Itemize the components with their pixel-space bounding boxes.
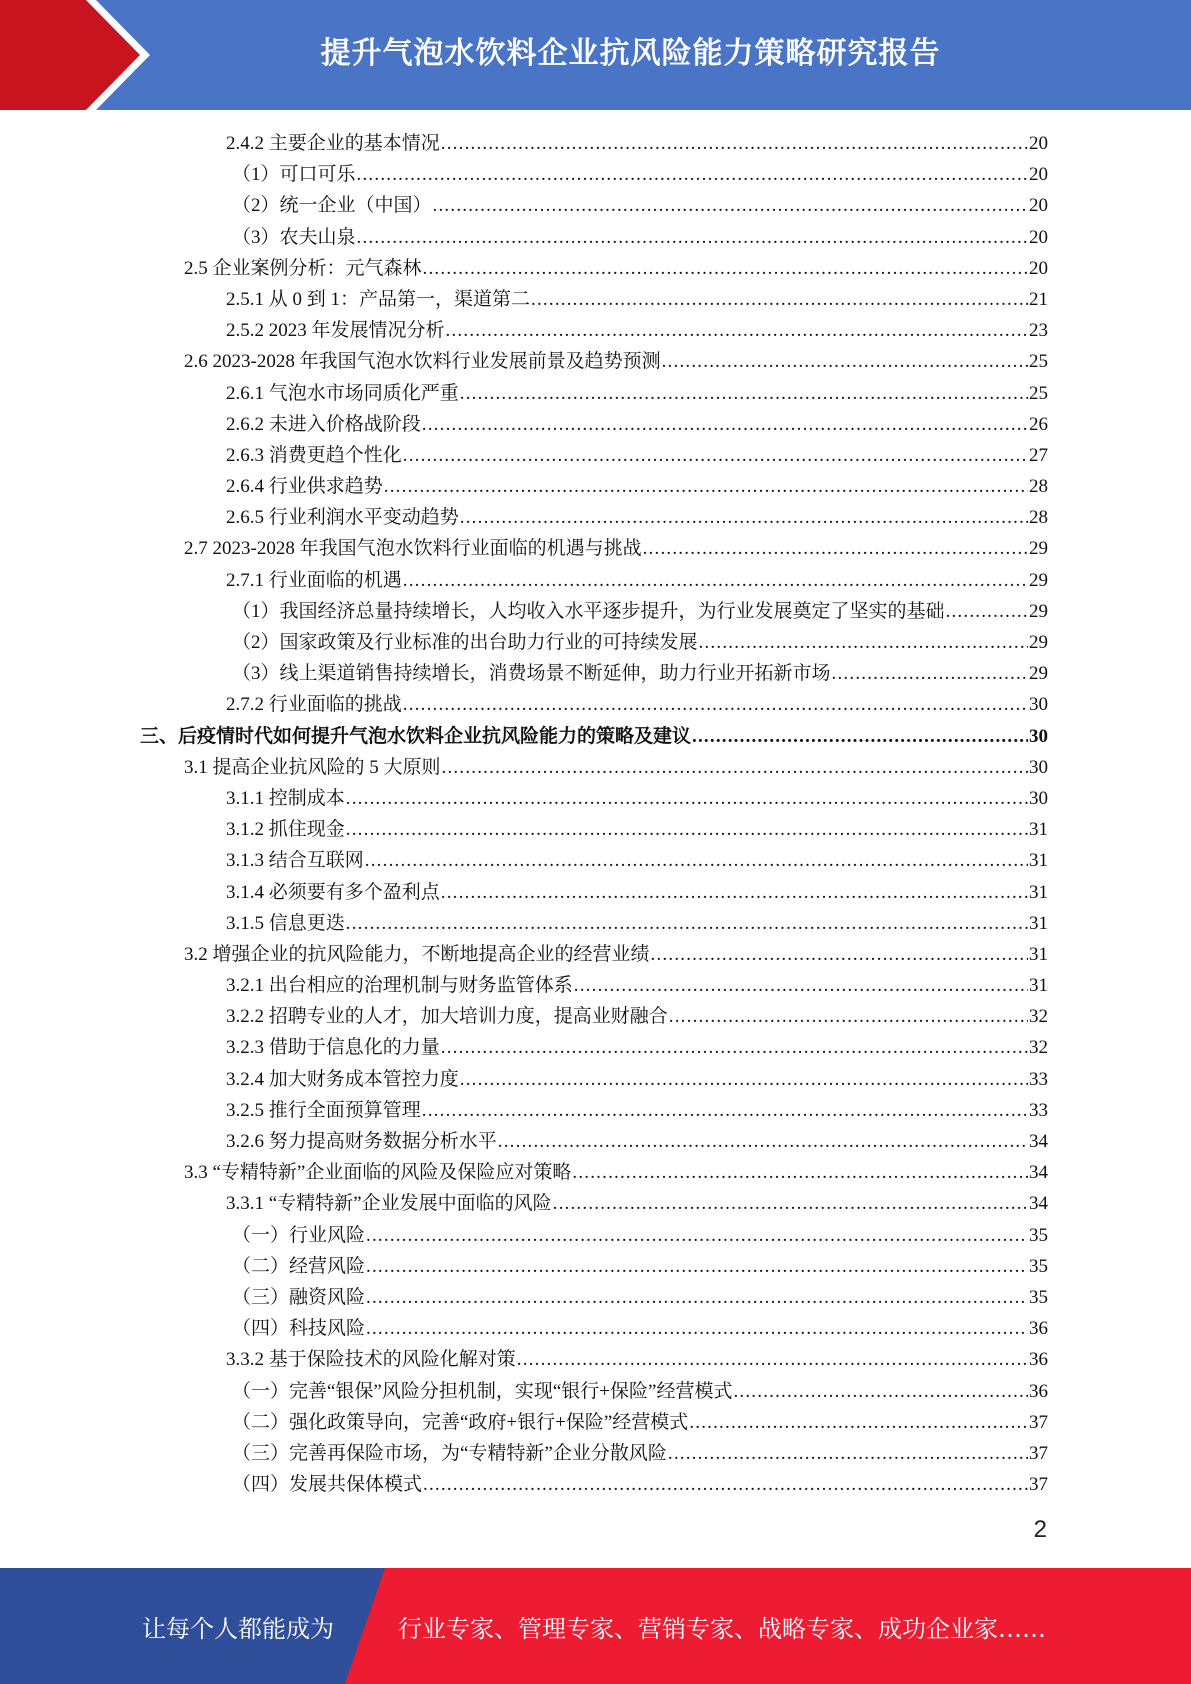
- toc-dot-leader: [423, 1469, 1028, 1500]
- toc-dot-leader: [733, 1376, 1028, 1407]
- toc-entry-title: 2.7.1 行业面临的机遇: [226, 569, 402, 591]
- toc-entry[interactable]: [140, 1313, 1048, 1344]
- toc-entry-title: 2.6.4 行业供求趋势: [226, 476, 383, 498]
- toc-entry[interactable]: [140, 752, 1048, 783]
- toc-entry[interactable]: [140, 1001, 1048, 1032]
- toc-entry-title: 3.1.1 控制成本: [226, 787, 345, 809]
- toc-dot-leader: [357, 222, 1028, 253]
- toc-entry[interactable]: [140, 1032, 1048, 1063]
- toc-entry[interactable]: [140, 721, 1048, 752]
- toc-dot-leader: [572, 1157, 1028, 1188]
- toc-entry-page: 30: [1029, 694, 1048, 716]
- toc-entry-title: 2.6.3 消费更趋个性化: [226, 444, 402, 466]
- toc-entry[interactable]: [140, 284, 1048, 315]
- toc-entry-page: 36: [1029, 1349, 1048, 1371]
- toc-dot-leader: [442, 752, 1028, 783]
- toc-entry[interactable]: [140, 315, 1048, 346]
- toc-entry-title: （四）发展共保体模式: [232, 1474, 423, 1496]
- toc-entry[interactable]: [140, 877, 1048, 908]
- toc-entry-page: 23: [1029, 320, 1048, 342]
- toc-entry-title: （三）完善再保险市场，为“专精特新”企业分散风险: [232, 1442, 667, 1464]
- footer-slogan-left: 让每个人都能成为: [142, 1614, 334, 1643]
- toc-entry-title: （1）我国经济总量持续增长，人均收入水平逐步提升，为行业发展奠定了坚实的基础: [232, 600, 945, 622]
- toc-entry-title: （2）统一企业（中国）: [232, 195, 432, 217]
- toc-dot-leader: [651, 939, 1028, 970]
- toc-entry[interactable]: [140, 1376, 1048, 1407]
- toc-entry[interactable]: [140, 1095, 1048, 1126]
- toc-entry-page: 37: [1029, 1411, 1048, 1433]
- toc-entry-page: 20: [1029, 133, 1048, 154]
- toc-entry[interactable]: [140, 471, 1048, 502]
- toc-entry-title: 3.3.1 “专精特新”企业发展中面临的风险: [226, 1193, 552, 1215]
- toc-entry[interactable]: [140, 845, 1048, 876]
- toc-entry-page: 33: [1029, 1099, 1048, 1121]
- toc-entry-page: 34: [1029, 1131, 1048, 1152]
- page-number: 2: [1033, 1516, 1047, 1543]
- toc-entry-page: 29: [1029, 632, 1048, 653]
- toc-entry-page: 31: [1029, 943, 1048, 965]
- toc-entry-page: 31: [1029, 912, 1048, 934]
- toc-entry-page: 20: [1029, 257, 1048, 279]
- toc-dot-leader: [357, 159, 1028, 190]
- toc-entry[interactable]: [140, 1469, 1048, 1500]
- toc-dot-leader: [643, 533, 1028, 564]
- toc-entry-page: 29: [1029, 600, 1048, 622]
- toc-entry-title: 2.5.2 2023 年发展情况分析: [226, 320, 445, 342]
- toc-entry-page: 31: [1029, 881, 1048, 903]
- toc-entry[interactable]: [140, 658, 1048, 689]
- toc-entry-title: （二）经营风险: [232, 1255, 366, 1277]
- toc-dot-leader: [422, 1095, 1028, 1126]
- toc-entry[interactable]: [140, 378, 1048, 409]
- toc-entry[interactable]: [140, 1064, 1048, 1095]
- toc-entry-title: 2.6.2 未进入价格战阶段: [226, 413, 421, 435]
- toc-entry[interactable]: [140, 1438, 1048, 1469]
- toc-entry[interactable]: [140, 596, 1048, 627]
- toc-entry-page: 28: [1029, 507, 1048, 529]
- toc-entry-page: 20: [1029, 164, 1048, 186]
- report-title: 提升气泡水饮料企业抗风险能力策略研究报告: [320, 36, 941, 71]
- toc-entry[interactable]: [140, 565, 1048, 596]
- toc-entry[interactable]: [140, 939, 1048, 970]
- toc-dot-leader: [365, 845, 1028, 876]
- toc-entry-title: （二）强化政策导向，完善“政府+银行+保险”经营模式: [232, 1411, 689, 1433]
- toc-entry-title: 3.1.3 结合互联网: [226, 850, 364, 872]
- toc-entry-title: （1）可口可乐: [232, 164, 356, 186]
- toc-entry-title: 3.2.2 招聘专业的人才，加大培训力度，提高业财融合: [226, 1006, 668, 1028]
- toc-dot-leader: [403, 689, 1028, 720]
- toc-entry-title: 3.1.5 信息更迭: [226, 912, 345, 934]
- toc-entry-title: 2.5 企业案例分析：元气森林: [184, 257, 422, 279]
- toc-dot-leader: [517, 1344, 1028, 1375]
- toc-entry-page: 28: [1029, 476, 1048, 498]
- toc-dot-leader: [366, 1313, 1028, 1344]
- chevron-arrow-icon: [0, 0, 160, 110]
- toc-dot-leader: [692, 721, 1028, 752]
- footer-slogan-right: 行业专家、管理专家、营销专家、战略专家、成功企业家……: [398, 1614, 1046, 1643]
- toc-entry-page: 36: [1029, 1380, 1048, 1402]
- toc-entry-page: 37: [1029, 1442, 1048, 1464]
- toc-entry[interactable]: [140, 346, 1048, 377]
- toc-entry[interactable]: [140, 1282, 1048, 1313]
- toc-dot-leader: [441, 1032, 1028, 1063]
- toc-entry[interactable]: [140, 502, 1048, 533]
- toc-entry-page: 30: [1029, 725, 1048, 747]
- toc-entry-title: 3.1.4 必须要有多个盈利点: [226, 881, 440, 903]
- toc-entry-title: （一）行业风险: [232, 1224, 366, 1246]
- toc-dot-leader: [689, 1407, 1028, 1438]
- toc-entry-title: （一）完善“银保”风险分担机制，实现“银行+保险”经营模式: [232, 1380, 733, 1402]
- toc-entry-title: 三、后疫情时代如何提升气泡水饮料企业抗风险能力的策略及建议: [140, 725, 692, 747]
- toc-entry-page: 32: [1029, 1006, 1048, 1028]
- toc-dot-leader: [441, 877, 1028, 908]
- toc-entry[interactable]: [140, 1157, 1048, 1188]
- toc-entry[interactable]: [140, 1126, 1048, 1157]
- toc-entry-title: （2）国家政策及行业标准的出台助力行业的可持续发展: [232, 632, 698, 653]
- table-of-contents: [140, 128, 1048, 1500]
- toc-entry-page: 34: [1029, 1162, 1048, 1184]
- toc-dot-leader: [662, 346, 1028, 377]
- toc-dot-leader: [403, 565, 1028, 596]
- toc-dot-leader: [553, 1188, 1028, 1219]
- toc-entry-title: 3.2.5 推行全面预算管理: [226, 1099, 421, 1121]
- toc-entry-page: 34: [1029, 1193, 1048, 1215]
- toc-entry-page: 21: [1029, 288, 1048, 310]
- toc-entry-title: （三）融资风险: [232, 1286, 366, 1308]
- toc-entry-page: 29: [1029, 569, 1048, 591]
- toc-dot-leader: [668, 1438, 1028, 1469]
- toc-dot-leader: [832, 658, 1028, 689]
- toc-entry-title: 3.2.6 努力提高财务数据分析水平: [226, 1131, 497, 1152]
- toc-dot-leader: [384, 471, 1028, 502]
- toc-entry-page: 27: [1029, 444, 1048, 466]
- toc-entry-page: 20: [1029, 226, 1048, 248]
- toc-dot-leader: [366, 1220, 1028, 1251]
- toc-entry-page: 35: [1029, 1286, 1048, 1308]
- toc-entry[interactable]: [140, 814, 1048, 845]
- toc-entry-title: 3.3 “专精特新”企业面临的风险及保险应对策略: [184, 1162, 572, 1184]
- toc-entry-page: 29: [1029, 538, 1048, 560]
- toc-entry-page: 35: [1029, 1255, 1048, 1277]
- toc-dot-leader: [346, 783, 1028, 814]
- toc-entry-page: 20: [1029, 195, 1048, 217]
- footer-band: [0, 1568, 1191, 1684]
- toc-dot-leader: [574, 970, 1028, 1001]
- toc-entry-page: 31: [1029, 975, 1048, 997]
- toc-entry[interactable]: [140, 970, 1048, 1001]
- toc-entry[interactable]: [140, 1251, 1048, 1282]
- toc-dot-leader: [531, 284, 1028, 315]
- toc-entry-page: 25: [1029, 382, 1048, 404]
- toc-entry[interactable]: [140, 1220, 1048, 1251]
- toc-entry-title: 2.6 2023-2028 年我国气泡水饮料行业发展前景及趋势预测: [184, 351, 661, 373]
- toc-entry-title: 3.3.2 基于保险技术的风险化解对策: [226, 1349, 516, 1371]
- toc-dot-leader: [460, 1064, 1028, 1095]
- toc-entry-page: 36: [1029, 1318, 1048, 1340]
- toc-dot-leader: [699, 627, 1028, 658]
- toc-entry[interactable]: [140, 1407, 1048, 1438]
- toc-dot-leader: [946, 596, 1028, 627]
- toc-entry-page: 31: [1029, 819, 1048, 841]
- header-band: [0, 0, 1191, 110]
- toc-dot-leader: [669, 1001, 1028, 1032]
- toc-entry-title: 3.1.2 抓住现金: [226, 819, 345, 841]
- toc-entry-title: 2.7 2023-2028 年我国气泡水饮料行业面临的机遇与挑战: [184, 538, 642, 560]
- toc-dot-leader: [366, 1282, 1028, 1313]
- toc-entry-page: 26: [1029, 413, 1048, 435]
- toc-entry-page: 32: [1029, 1037, 1048, 1059]
- toc-entry-title: 3.2 增强企业的抗风险能力，不断地提高企业的经营业绩: [184, 943, 650, 965]
- toc-entry[interactable]: [140, 253, 1048, 284]
- toc-entry-title: 3.2.3 借助于信息化的力量: [226, 1037, 440, 1059]
- toc-entry-page: 30: [1029, 787, 1048, 809]
- toc-entry-title: （四）科技风险: [232, 1318, 366, 1340]
- toc-entry-title: 2.4.2 主要企业的基本情况: [226, 133, 440, 154]
- toc-entry-title: 3.2.4 加大财务成本管控力度: [226, 1068, 459, 1090]
- toc-entry-page: 31: [1029, 850, 1048, 872]
- toc-entry-title: 2.6.1 气泡水市场同质化严重: [226, 382, 459, 404]
- toc-entry[interactable]: [140, 190, 1048, 221]
- toc-dot-leader: [460, 502, 1028, 533]
- toc-entry-title: 3.2.1 出台相应的治理机制与财务监管体系: [226, 975, 573, 997]
- toc-dot-leader: [422, 409, 1028, 440]
- toc-entry[interactable]: [140, 689, 1048, 720]
- toc-entry-title: （3）线上渠道销售持续增长，消费场景不断延伸，助力行业开拓新市场: [232, 663, 831, 685]
- toc-entry[interactable]: [140, 1344, 1048, 1375]
- toc-entry[interactable]: [140, 908, 1048, 939]
- toc-entry-page: 33: [1029, 1068, 1048, 1090]
- toc-entry[interactable]: [140, 1188, 1048, 1219]
- toc-dot-leader: [403, 440, 1028, 471]
- toc-entry-title: 2.6.5 行业利润水平变动趋势: [226, 507, 459, 529]
- toc-dot-leader: [441, 128, 1028, 159]
- toc-entry-page: 30: [1029, 756, 1048, 778]
- toc-entry-title: 3.1 提高企业抗风险的 5 大原则: [184, 756, 441, 778]
- toc-entry[interactable]: [140, 128, 1048, 159]
- toc-dot-leader: [346, 814, 1028, 845]
- toc-entry-page: 25: [1029, 351, 1048, 373]
- toc-entry-title: 2.5.1 从 0 到 1：产品第一，渠道第二: [226, 288, 531, 310]
- toc-entry[interactable]: [140, 627, 1048, 658]
- toc-entry-page: 29: [1029, 663, 1048, 685]
- toc-entry-title: 2.7.2 行业面临的挑战: [226, 694, 402, 716]
- toc-entry[interactable]: [140, 159, 1048, 190]
- toc-dot-leader: [446, 315, 1028, 346]
- toc-dot-leader: [460, 378, 1028, 409]
- toc-entry[interactable]: [140, 222, 1048, 253]
- toc-entry-page: 37: [1029, 1474, 1048, 1496]
- toc-entry[interactable]: [140, 533, 1048, 564]
- toc-dot-leader: [423, 253, 1028, 284]
- toc-dot-leader: [366, 1251, 1028, 1282]
- toc-dot-leader: [433, 190, 1028, 221]
- toc-dot-leader: [346, 908, 1028, 939]
- toc-entry[interactable]: [140, 783, 1048, 814]
- toc-entry-page: 35: [1029, 1224, 1048, 1246]
- toc-entry[interactable]: [140, 409, 1048, 440]
- toc-entry[interactable]: [140, 440, 1048, 471]
- toc-entry-title: （3）农夫山泉: [232, 226, 356, 248]
- toc-dot-leader: [498, 1126, 1028, 1157]
